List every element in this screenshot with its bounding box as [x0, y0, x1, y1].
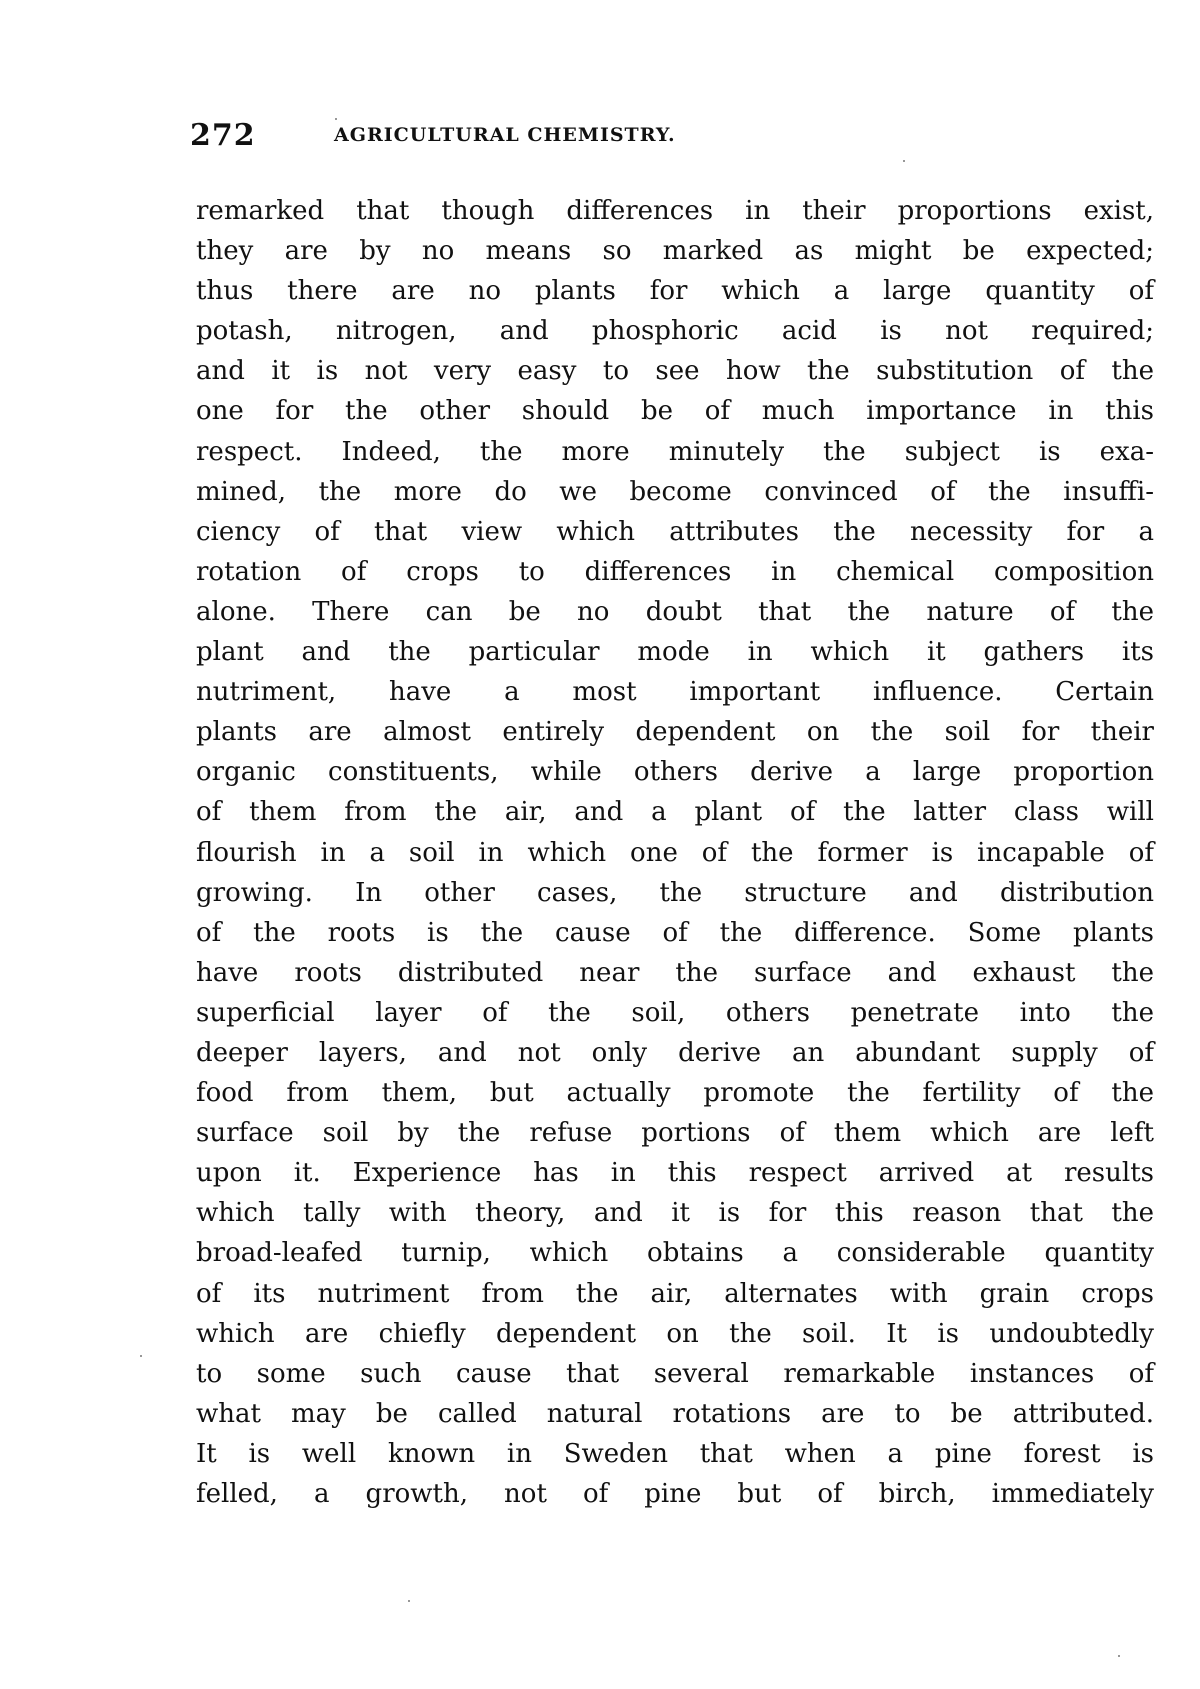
text-line: of the roots is the cause of the difference. Some plants	[196, 917, 1154, 948]
text-line: have roots distributed near the surface and exhaust the	[196, 957, 1154, 988]
text-line: to some such cause that several remarkable instances of	[196, 1358, 1154, 1389]
text-line: potash, nitrogen, and phosphoric acid is not required;	[196, 316, 1154, 347]
text-line: remarked that though differences in their proportions exist,	[196, 196, 1154, 226]
text-line: ciency of that view which attributes the necessity for a	[196, 516, 1154, 547]
text-line: flourish in a soil in which one of the former is incapable of	[196, 837, 1154, 868]
text-line: rotation of crops to differences in chemical composition	[196, 556, 1154, 587]
page-header	[190, 118, 1154, 154]
scan-speck	[408, 1600, 410, 1602]
text-line: respect. Indeed, the more minutely the subject is exa-	[196, 436, 1154, 467]
text-line: thus there are no plants for which a large quantity of	[196, 276, 1154, 307]
text-line: which are chiefly dependent on the soil. It is undoubtedly	[196, 1318, 1154, 1349]
text-line: alone. There can be no doubt that the nature of the	[196, 596, 1154, 627]
text-line: felled, a growth, not of pine but of birch, immediately	[196, 1479, 1154, 1509]
scan-speck	[140, 1355, 142, 1357]
scan-speck	[1118, 1655, 1120, 1657]
text-line: what may be called natural rotations are to be attributed.	[196, 1398, 1154, 1429]
text-line: superficial layer of the soil, others penetrate into the	[196, 997, 1154, 1028]
text-line: mined, the more do we become convinced of the insuffi-	[196, 476, 1154, 507]
text-line: plants are almost entirely dependent on the soil for their	[196, 717, 1154, 748]
text-line: which tally with theory, and it is for this reason that the	[196, 1198, 1154, 1229]
text-line: one for the other should be of much importance in this	[196, 396, 1154, 427]
page-number: 272	[190, 118, 256, 153]
text-line: of its nutriment from the air, alternates with grain crops	[196, 1278, 1154, 1309]
text-line: nutriment, have a most important influence. Certain	[196, 677, 1154, 708]
text-line: surface soil by the refuse portions of them which are left	[196, 1118, 1154, 1149]
text-line: of them from the air, and a plant of the latter class will	[196, 797, 1154, 828]
running-head: AGRICULTURAL CHEMISTRY.	[334, 124, 676, 146]
text-line: growing. In other cases, the structure and distribution	[196, 877, 1154, 908]
text-line: plant and the particular mode in which it gathers its	[196, 637, 1154, 668]
text-line: they are by no means so marked as might be expected;	[196, 236, 1154, 267]
scan-speck	[335, 118, 337, 120]
scan-speck	[903, 160, 905, 162]
text-line: broad-leafed turnip, which obtains a considerable quantity	[196, 1238, 1154, 1269]
text-line: upon it. Experience has in this respect arrived at results	[196, 1158, 1154, 1189]
text-line: organic constituents, while others derive a large proportion	[196, 757, 1154, 788]
text-line: It is well known in Sweden that when a pine forest is	[196, 1438, 1154, 1469]
text-line: and it is not very easy to see how the substitution of the	[196, 356, 1154, 387]
text-line: deeper layers, and not only derive an abundant supply of	[196, 1037, 1154, 1068]
text-line: food from them, but actually promote the fertility of the	[196, 1078, 1154, 1109]
body-text	[196, 191, 1154, 1514]
